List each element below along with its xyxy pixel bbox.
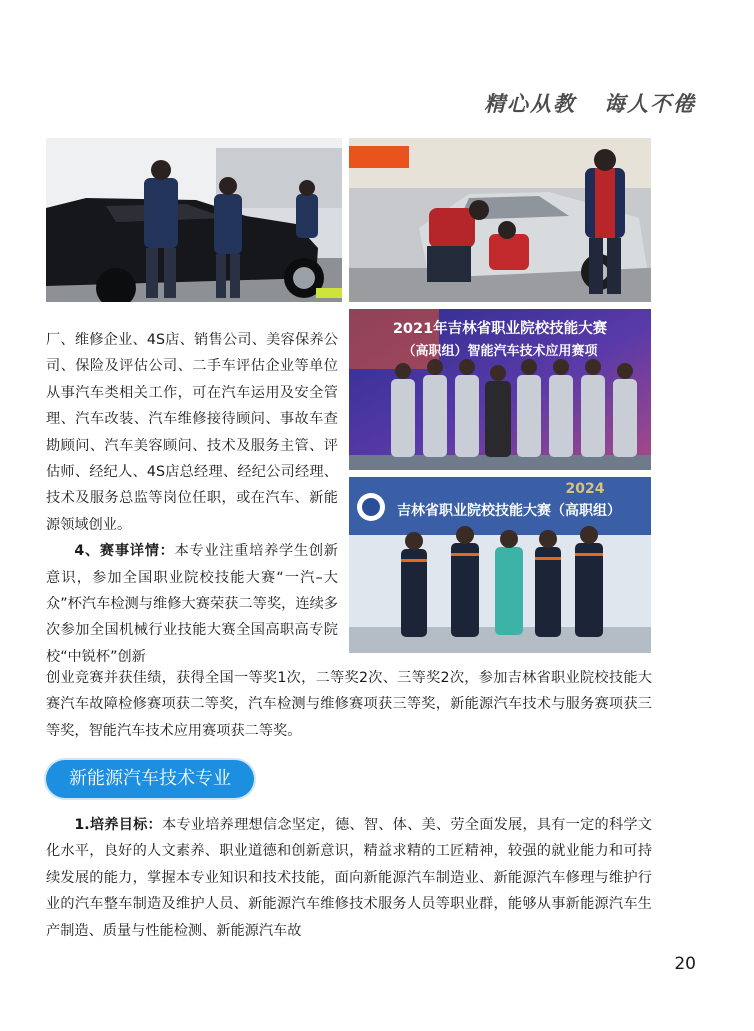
- competition-label: 4、赛事详情：: [74, 543, 175, 560]
- page-motto: 精心从教 诲人不倦: [484, 91, 696, 116]
- photo-competition-2024: [349, 477, 651, 653]
- banner-line-2: （高职组）智能汽车技术应用赛项: [402, 344, 598, 359]
- photo-competition-2021: [349, 309, 651, 470]
- left-column-text: [46, 327, 338, 670]
- training-goal-label: 1.培养目标：: [74, 817, 162, 833]
- banner-year: 2024: [565, 481, 605, 497]
- competition-paragraph: [46, 538, 338, 670]
- training-goal-text: 本专业培养理想信念坚定，德、智、体、美、劳全面发展，具有一定的科学文化水平，良好的人文素养、职业道德和创新意识，精益求精的工匠精神，较强的就业能力和可持续发展的能力，掌握本专业知识和技术技能，面向新能源汽车制造业、新能源汽车修理与维护行业的汽车整车制造及维护人员、新能源汽车维修技术服务人员等职业群，能够从事新能源汽车生产制造、质量与性能检测、新能源汽车故: [46, 817, 652, 939]
- page-number: 20: [674, 954, 696, 974]
- banner-line-1-2024: 吉林省职业院校技能大赛（高职组）: [397, 503, 621, 519]
- photo-silver-car: [349, 138, 651, 302]
- photo-black-car: [46, 138, 342, 302]
- competition-text-left: 本专业注重培养学生创新意识，参加全国职业院校技能大赛“一汽–大众”杯汽车检测与维修大赛荣获二等奖，连续多次参加全国机械行业技能大赛全国高职高专院校“中锐杯”创新: [46, 543, 338, 665]
- training-goal-paragraph: [46, 812, 652, 944]
- competition-team-photo-2024-icon: [349, 477, 651, 653]
- students-repairing-silver-car-icon: [349, 138, 651, 302]
- section-title-new-energy: 新能源汽车技术专业: [46, 760, 254, 798]
- competition-text-continued: 创业竞赛并获佳绩，获得全国一等奖1次，二等奖2次、三等奖2次，参加吉林省职业院校技能大赛汽车故障检修赛项获二等奖，汽车检测与维修赛项获三等奖，新能源汽车技术与服务赛项获三等奖，智能汽车技术应用赛项获二等奖。: [46, 670, 652, 739]
- banner-line-1: 2021年吉林省职业院校技能大赛: [392, 321, 608, 337]
- competition-team-photo-icon: [349, 309, 651, 470]
- employment-paragraph: 厂、维修企业、4S店、销售公司、美容保养公司、保险及评估公司、二手车评估企业等单位从事汽车类相关工作，可在汽车运用及安全管理、汽车改装、汽车维修接待顾问、事故车查勘顾问、汽车美容顾问、技术及服务主管、评估师、经纪人、4S店总经理、经纪公司经理、技术及服务总监等岗位任职，或在汽车、新能源领域创业。: [46, 332, 338, 533]
- students-working-on-black-car-icon: [46, 138, 342, 302]
